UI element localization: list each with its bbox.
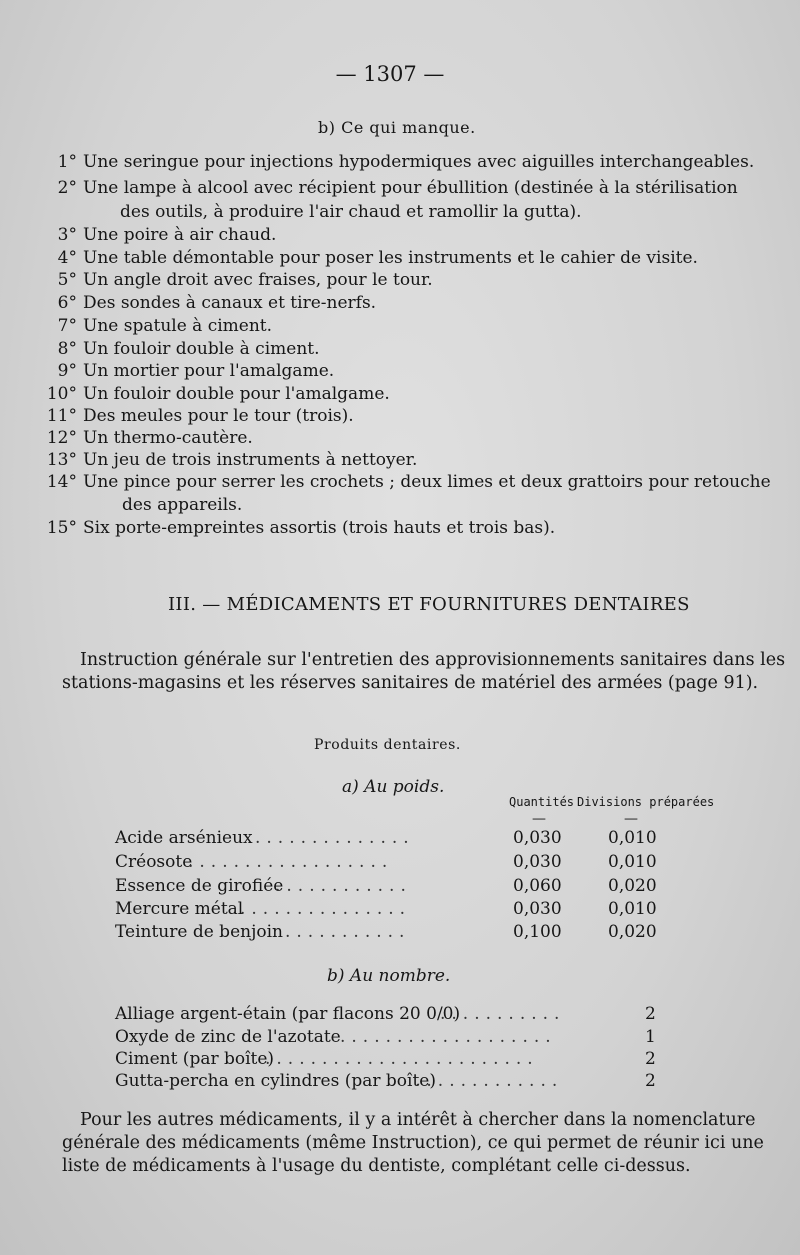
- produits-dentaires-title: Produits dentaires.: [314, 737, 461, 753]
- scanned-page: — 1307 — b) Ce qui manque. 1° Une seringue pour injections hypodermiques avec aiguilles interchangeables. 2° Une lampe à alcool avec récipient pour ébullition (destinée à la stérilisation des outils, à produire l'air chaud et ramollir la gutta). 3° Une poire à air chaud. 4° Une table démontable pour poser les instruments et le cahier de visite. 5° Un angle droit avec fraises, pour le tour. 6° Des sondes à canaux et tire-nerfs. 7° Une spatule à ciment. 8° Un fouloir double à ciment. 9° Un mortier pour l'amalgame. 10° Un fouloir double pour l'amalgame. 11° Des meules pour le tour (trois). 12° Un thermo-cautère. 13° Un jeu de trois instruments à nettoyer. 14° Une pince pour serrer les crochets ; deux limes et deux grattoirs pour retouche des appareils. 15° Six porte-empreintes assortis (trois hauts et trois bas). III. — MÉDICAMENTS ET FOURNITURES DENTAIRES Instruction générale sur l'entretien des approvisionnements sanitaires dans les stations-magasins et les réserves sanitaires de matériel des armées (page 91). Produits dentaires. a) Au poids. Quantités Divisions préparées — — Acide arsénieux .............. 0,030 0,010 Créosote .................. 0,030 0,010 Essence de girofiée ............ 0,060 0,020 Mercure métal ............... 0,030 0,010 Teinture de benjoin ........... 0,100 0,020 b) Au nombre. Alliage argent-étain (par flacons 20 0/0) ........... 2 Oxyde de zinc de l'azotate ................... 1 Ciment (par boîte) ........................ 2 Gutta-percha en cylindres (par boîte) ............. 2 Pour les autres médicaments, il y a intérêt à chercher dans la nomenclature générale des médicaments (même Instruction), ce qui permet de réunir ici une liste de médicaments à l'usage du dentiste, complétant celle ci-dessus.: [0, 0, 800, 1255]
- au-nombre-subtitle: b) Au nombre.: [327, 966, 451, 986]
- page-number: — 1307 —: [335, 62, 445, 86]
- leader-dots: ..................: [188, 852, 394, 872]
- closing-paragraph-line-1: Pour les autres médicaments, il y a intérêt à chercher dans la nomenclature: [80, 1110, 756, 1130]
- list-item-continuation: des appareils.: [122, 495, 243, 515]
- au-poids-subtitle: a) Au poids.: [342, 777, 445, 797]
- leader-dots: ..............: [255, 828, 415, 848]
- closing-paragraph-line-2: générale des médicaments (même Instruction), ce qui permet de réunir ici une: [62, 1133, 764, 1153]
- column-dash: —: [624, 811, 638, 827]
- section-heading-medicaments: III. — MÉDICAMENTS ET FOURNITURES DENTAIRES: [168, 594, 690, 615]
- column-header-quantites: Quantités: [509, 795, 575, 809]
- leader-dots: ........................: [265, 1049, 539, 1069]
- column-dash: —: [532, 811, 546, 827]
- closing-paragraph-line-3: liste de médicaments à l'usage du dentiste, complétant celle ci-dessus.: [62, 1156, 691, 1176]
- leader-dots: ............: [275, 876, 412, 896]
- leader-dots: ...........: [285, 922, 411, 942]
- instruction-line-1: Instruction générale sur l'entretien des approvisionnements sanitaires dans les: [80, 650, 786, 670]
- leader-dots: ...........: [440, 1004, 566, 1024]
- instruction-line-2: stations-magasins et les réserves sanitaires de matériel des armées (page 91).: [62, 673, 759, 693]
- leader-dots: ...............: [240, 899, 412, 919]
- leader-dots: .............: [415, 1071, 564, 1091]
- list-item-continuation: des outils, à produire l'air chaud et ramollir la gutta).: [120, 202, 582, 222]
- leader-dots: ...................: [340, 1027, 557, 1047]
- section-b-title: b) Ce qui manque.: [318, 118, 476, 137]
- column-header-divisions: Divisions préparées: [577, 795, 715, 809]
